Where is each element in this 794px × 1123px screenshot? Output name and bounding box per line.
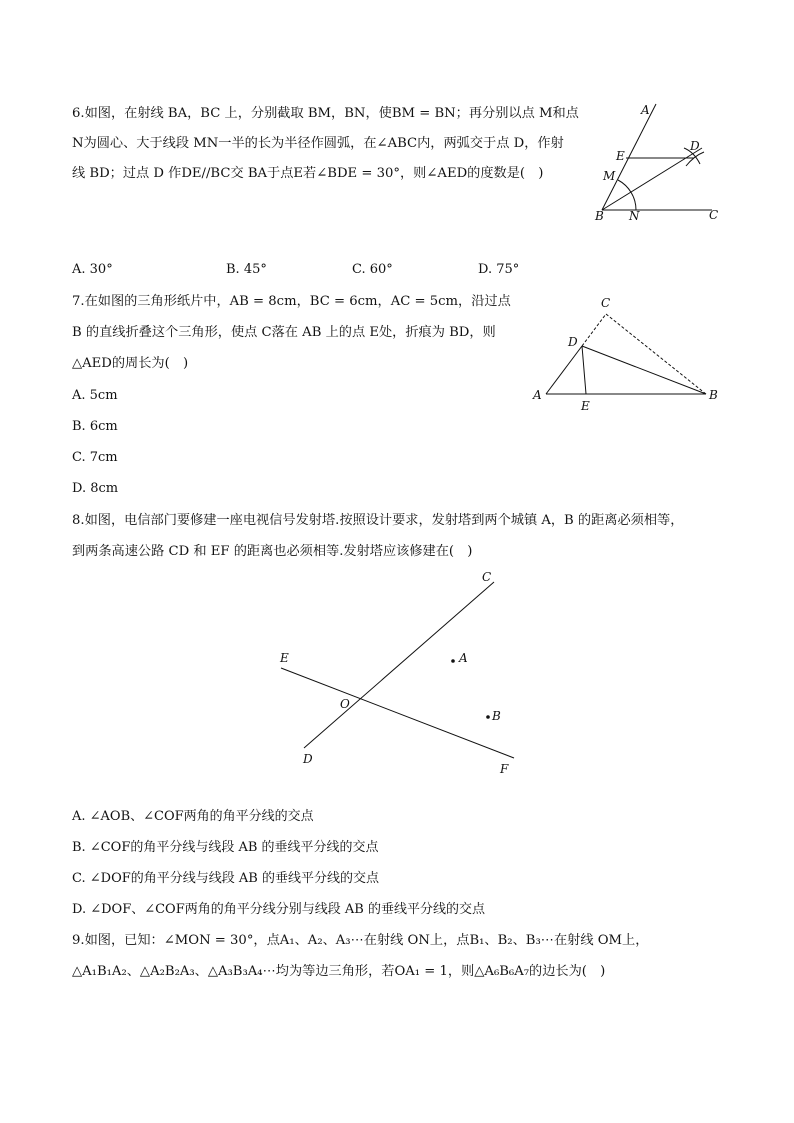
q7-label-b: B xyxy=(709,388,718,402)
q7-text-line-1: 7.在如图的三角形纸片中，AB = 8cm，BC = 6cm，AC = 5cm，沿过点 xyxy=(72,294,511,309)
q8-label-f: F xyxy=(500,762,509,776)
q8-label-a: A xyxy=(459,651,468,665)
q6-option-a[interactable]: A. 30° xyxy=(72,262,113,277)
q8-label-o: O xyxy=(340,697,350,711)
q6-ray-ba xyxy=(602,104,656,210)
q7-label-e: E xyxy=(581,399,590,413)
q8-road-ef xyxy=(281,668,514,758)
q7-figure xyxy=(528,292,728,417)
q6-arc-d-2 xyxy=(686,152,704,166)
q8-label-e: E xyxy=(280,651,289,665)
q8-option-b[interactable]: B. ∠COF的角平分线与线段 AB 的垂线平分线的交点 xyxy=(72,840,379,855)
q6-label-a: A xyxy=(641,103,650,117)
q8-point-a xyxy=(451,659,455,663)
q6-option-d[interactable]: D. 75° xyxy=(478,262,520,277)
q6-text-line-1: 6.如图，在射线 BA，BC 上，分别截取 BM，BN，使BM = BN；再分别以点 M和点 xyxy=(72,106,579,121)
q6-label-c: C xyxy=(709,208,719,222)
q8-text-line-1: 8.如图，电信部门要修建一座电视信号发射塔.按照设计要求，发射塔到两个城镇 A，B 的距离必须相等， xyxy=(72,513,684,528)
q8-label-c: C xyxy=(482,570,492,584)
q7-segment-de xyxy=(582,346,586,394)
q8-figure xyxy=(270,565,530,780)
q7-option-b[interactable]: B. 6cm xyxy=(72,419,118,434)
q6-figure xyxy=(590,100,730,230)
q8-label-b: B xyxy=(492,709,501,723)
q7-side-dc xyxy=(582,314,606,346)
q6-option-c[interactable]: C. 60° xyxy=(352,262,393,277)
q7-text-line-3: △AED的周长为( ) xyxy=(72,356,189,371)
q7-label-d: D xyxy=(568,335,578,349)
q8-option-a[interactable]: A. ∠AOB、∠COF两角的角平分线的交点 xyxy=(72,809,314,824)
q6-label-b: B xyxy=(595,209,604,223)
q9-text-line-2: △A₁B₁A₂、△A₂B₂A₃、△A₃B₃A₄⋯均为等边三角形，若OA₁ = 1，则△A₆B₆A₇的边长为( ) xyxy=(72,964,606,979)
q7-option-a[interactable]: A. 5cm xyxy=(72,388,118,403)
q6-label-m: M xyxy=(603,169,616,183)
q8-option-d[interactable]: D. ∠DOF、∠COF两角的角平分线分别与线段 AB 的垂线平分线的交点 xyxy=(72,902,485,917)
q8-text-line-2: 到两条高速公路 CD 和 EF 的距离也必须相等.发射塔应该修建在( ) xyxy=(72,544,473,559)
q7-side-cb xyxy=(606,314,706,394)
q7-text-line-2: B 的直线折叠这个三角形，使点 C落在 AB 上的点 E处，折痕为 BD，则 xyxy=(72,325,496,340)
q6-text-line-3: 线 BD；过点 D 作DE//BC交 BA于点E若∠BDE = 30°，则∠AED的度数是( ) xyxy=(72,166,544,181)
q8-option-c[interactable]: C. ∠DOF的角平分线与线段 AB 的垂线平分线的交点 xyxy=(72,871,379,886)
q7-side-ad xyxy=(546,346,582,394)
q7-label-c: C xyxy=(601,296,611,310)
q9-text-line-1: 9.如图，已知：∠MON = 30°，点A₁、A₂、A₃⋯在射线 ON上，点B₁、B₂、B₃⋯在射线 OM上， xyxy=(72,933,649,948)
q8-point-b xyxy=(486,715,490,719)
q6-option-b[interactable]: B. 45° xyxy=(226,262,267,277)
q7-label-a: A xyxy=(533,388,542,402)
q6-label-d: D xyxy=(690,139,700,153)
q6-label-n: N xyxy=(629,209,640,223)
q7-option-d[interactable]: D. 8cm xyxy=(72,481,119,496)
q6-text-line-2: N为圆心、大于线段 MN一半的长为半径作圆弧，在∠ABC内，两弧交于点 D，作射 xyxy=(72,136,564,151)
q8-label-d: D xyxy=(303,752,313,766)
q6-label-e: E xyxy=(616,149,625,163)
q8-road-cd xyxy=(304,582,494,748)
q7-crease-bd xyxy=(582,346,706,394)
q7-option-c[interactable]: C. 7cm xyxy=(72,450,118,465)
